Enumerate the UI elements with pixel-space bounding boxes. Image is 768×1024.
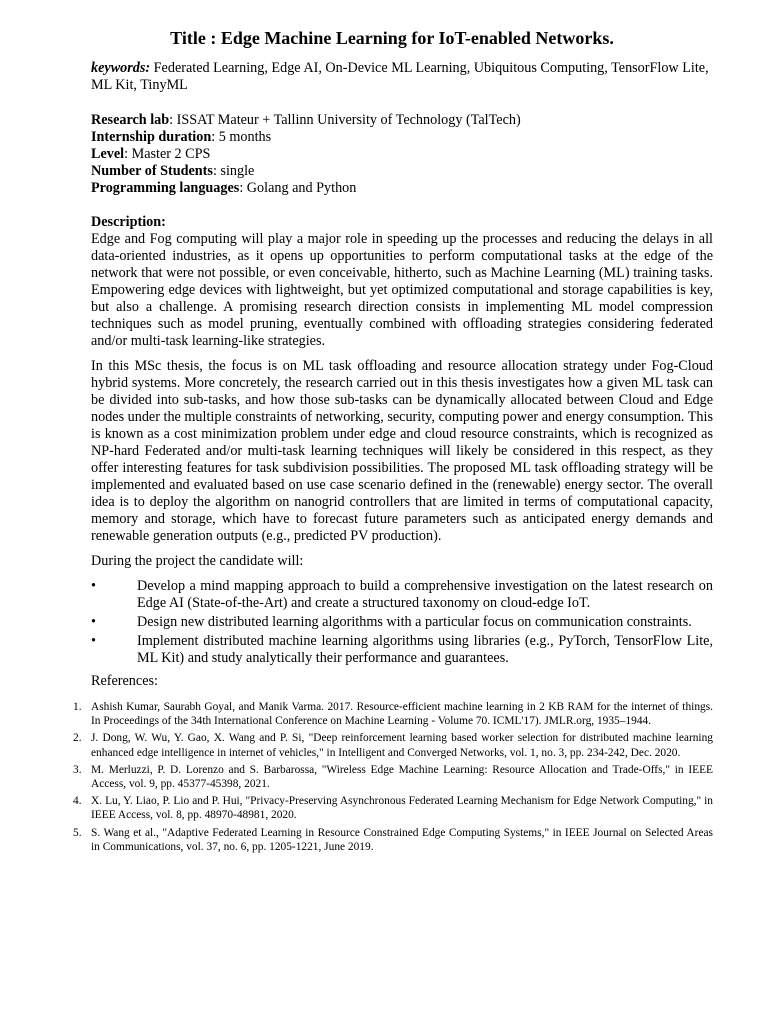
description-paragraph-2: In this MSc thesis, the focus is on ML task offloading and resource allocation strategy under Fog-Cloud hybrid systems. More concretely, the research carried out in this thesis investigates how a given ML task can be divided into sub-tasks, and how those sub-tasks can be dynamically allocated between Cloud and Edge nodes under the multiple constraints of networking, security, computing power and energy consumption. This is known as a cost minimization problem under edge and cloud resource constraints, which is recognized as NP-hard Federated and/or multi-task learning techniques will likely be considered in this respect, as they offer interesting features for task subdivision possibilities. The proposed ML task offloading strategy will be implemented and evaluated based on use case scenario defined in the (renewable) energy sector. The overall idea is to deploy the algorithm on nanogrid controllers that are limited in terms of computational capacity, memory and storage, which have to forecast future parameters such as anticipated energy demands and renewable generation outputs (e.g., predicted PV production). bbox=[91, 358, 713, 544]
list-item: • Implement distributed machine learning algorithms using libraries (e.g., PyTorch, TensorFlow Lite, ML Kit) and study analytically their performance and guarantees. bbox=[91, 633, 713, 666]
bullet-icon: • bbox=[91, 633, 96, 649]
reference-item: 4. X. Lu, Y. Liao, P. Lio and P. Hui, "Privacy-Preserving Asynchronous Federated Learning Mechanism for Edge Network Computing," in IEEE Access, vol. 8, pp. 48970-48981, 2020. bbox=[73, 795, 713, 822]
bullet-icon: • bbox=[91, 578, 96, 594]
references-heading: References: bbox=[91, 673, 158, 689]
meta-research-lab: Research lab: ISSAT Mateur + Tallinn University of Technology (TalTech) bbox=[91, 112, 521, 128]
references-list bbox=[75, 700, 713, 854]
description-paragraph-1: Edge and Fog computing will play a major role in speeding up the processes and reducing the delays in all data-oriented industries, as it opens up opportunities to perform computational tasks at the edge of the network that were not possible, or even conceivable, hitherto, such as Machine Learning (ML) training tasks. Empowering edge devices with lightweight, but yet optimized computational and storage capabilities is key, but also a challenge. A promising research direction consists in implementing ML model compression techniques such as model pruning, eventually combined with offloading strategies considering federated and/or multi-task learning-like strategies. bbox=[91, 231, 713, 349]
reference-item: 1. Ashish Kumar, Saurabh Goyal, and Manik Varma. 2017. Resource-efficient machine learning in 2 KB RAM for the internet of things. In Proceedings of the 34th International Conference on Machine Learning - Volume 70. ICML'17). JMLR.org, 1935–1944. bbox=[73, 701, 713, 728]
task-list bbox=[91, 578, 713, 667]
meta-programming-languages: Programming languages: Golang and Python bbox=[91, 180, 357, 196]
list-item: • Design new distributed learning algorithms with a particular focus on communication constraints. bbox=[91, 614, 692, 630]
bullet-icon: • bbox=[91, 614, 96, 630]
keywords bbox=[91, 60, 713, 94]
meta-internship-duration: Internship duration: 5 months bbox=[91, 129, 272, 145]
document-title: Title : Edge Machine Learning for IoT-enabled Networks. bbox=[170, 28, 614, 48]
meta-level: Level: Master 2 CPS bbox=[91, 146, 211, 162]
keywords-text: Federated Learning, Edge AI, On-Device ML Learning, Ubiquitous Computing, TensorFlow Lite, ML Kit, TinyML bbox=[91, 60, 709, 93]
description-paragraph-3: During the project the candidate will: bbox=[91, 553, 304, 569]
keywords-label: keywords: bbox=[91, 60, 151, 76]
project-meta bbox=[91, 112, 713, 197]
meta-number-of-students: Number of Students: single bbox=[91, 163, 255, 179]
list-item: • Develop a mind mapping approach to build a comprehensive investigation on the latest research on Edge AI (State-of-the-Art) and create a structured taxonomy on cloud-edge IoT. bbox=[91, 578, 713, 611]
reference-item: 5. S. Wang et al., "Adaptive Federated Learning in Resource Constrained Edge Computing Systems," in IEEE Journal on Selected Areas in Communications, vol. 37, no. 6, pp. 1205-1221, June 2019. bbox=[73, 826, 713, 853]
reference-item: 2. J. Dong, W. Wu, Y. Gao, X. Wang and P. Si, "Deep reinforcement learning based worker selection for distributed machine learning enhanced edge intelligence in internet of vehicles," in Intelligent and Converged Networks, vol. 1, no. 3, pp. 234-242, Dec. 2020. bbox=[73, 732, 713, 759]
reference-item: 3. M. Merluzzi, P. D. Lorenzo and S. Barbarossa, "Wireless Edge Machine Learning: Resource Allocation and Trade-Offs," in IEEE Access, vol. 9, pp. 45377-45398, 2021. bbox=[73, 763, 713, 791]
description-heading: Description: bbox=[91, 214, 166, 230]
